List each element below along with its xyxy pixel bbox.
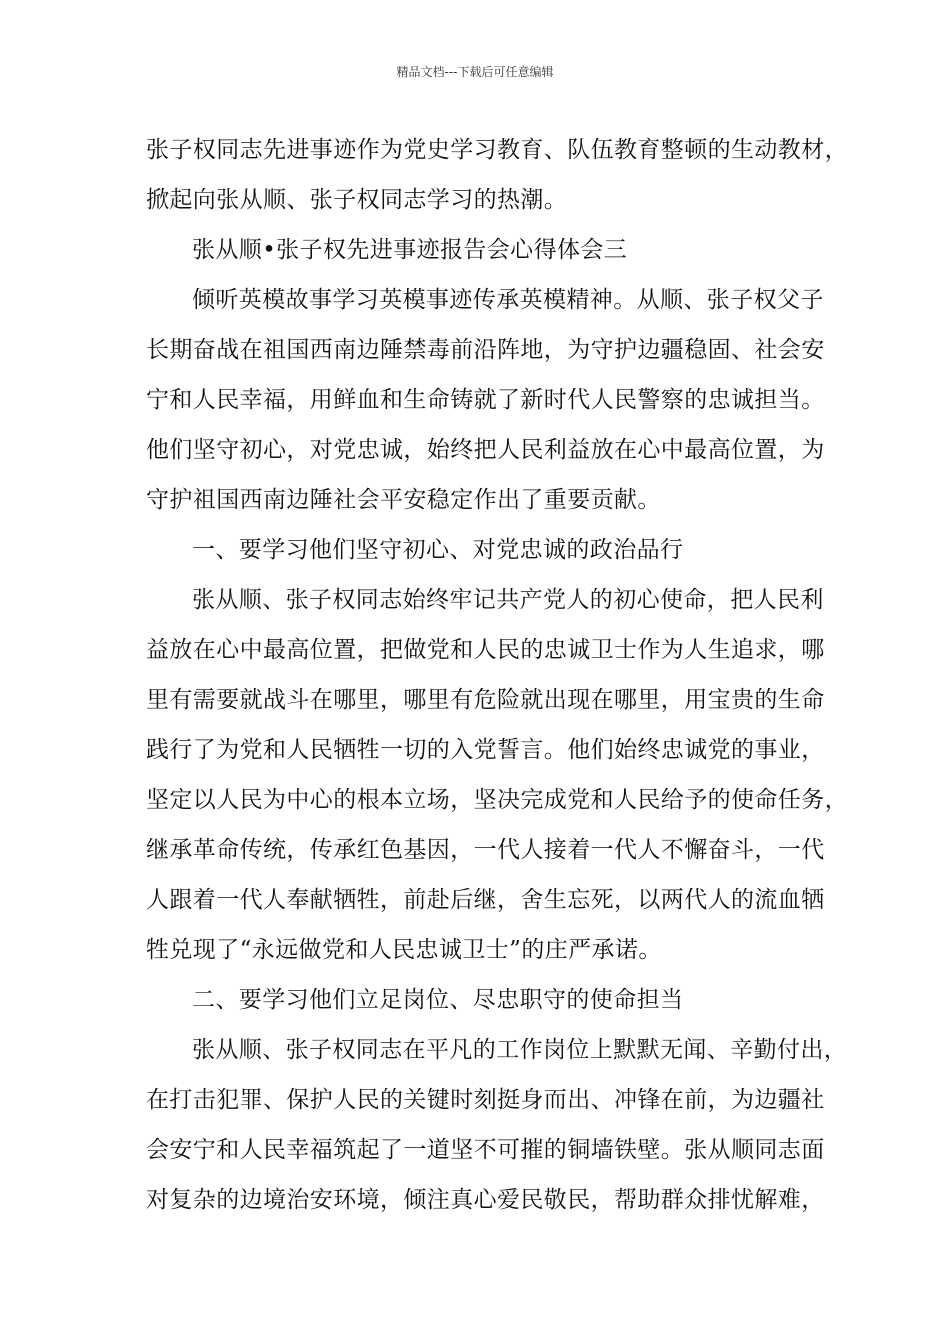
- body-line: 坚定以人民为中心的根本立场，坚决完成党和人民给予的使命任务，: [146, 787, 848, 813]
- body-line: 人跟着一代人奉献牺牲，前赴后继，舍生忘死，以两代人的流血牺: [146, 887, 825, 913]
- body-line: 倾听英模故事学习英模事迹传承英模精神。从顺、张子权父子: [192, 287, 824, 313]
- body-line: 里有需要就战斗在哪里，哪里有危险就出现在哪里，用宝贵的生命: [146, 687, 825, 713]
- body-line: 他们坚守初心，对党忠诚，始终把人民利益放在心中最高位置，为: [146, 437, 825, 463]
- body-line: 长期奋战在祖国西南边陲禁毒前沿阵地，为守护边疆稳固、社会安: [146, 337, 825, 363]
- subheading: 二、要学习他们立足岗位、尽忠职守的使命担当: [192, 987, 684, 1013]
- body-line: 张从顺、张子权同志在平凡的工作岗位上默默无闻、辛勤付出，: [192, 1037, 848, 1063]
- body-line: 会安宁和人民幸福筑起了一道坚不可摧的铜墙铁壁。张从顺同志面: [146, 1137, 825, 1163]
- body-line: 对复杂的边境治安环境，倾注真心爱民敬民，帮助群众排忧解难，: [146, 1187, 825, 1213]
- body-line: 张子权同志先进事迹作为党史学习教育、队伍教育整顿的生动教材，: [146, 137, 848, 163]
- section-title: 张从顺•张子权先进事迹报告会心得体会三: [192, 237, 628, 263]
- body-line: 继承革命传统，传承红色基因，一代人接着一代人不懈奋斗，一代: [146, 837, 825, 863]
- body-line: 牲兑现了“永远做党和人民忠诚卫士”的庄严承诺。: [146, 937, 662, 963]
- body-line: 在打击犯罪、保护人民的关键时刻挺身而出、冲锋在前，为边疆社: [146, 1087, 825, 1113]
- subheading: 一、要学习他们坚守初心、对党忠诚的政治品行: [192, 537, 684, 563]
- body-line: 践行了为党和人民牺牲一切的入党誓言。他们始终忠诚党的事业，: [146, 737, 825, 763]
- body-line: 宁和人民幸福，用鲜血和生命铸就了新时代人民警察的忠诚担当。: [146, 387, 825, 413]
- body-line: 掀起向张从顺、张子权同志学习的热潮。: [146, 187, 568, 213]
- body-line: 益放在心中最高位置，把做党和人民的忠诚卫士作为人生追求，哪: [146, 637, 825, 663]
- page-header: 精品文档---下载后可任意编辑: [396, 65, 554, 79]
- body-line: 张从顺、张子权同志始终牢记共产党人的初心使命，把人民利: [192, 587, 824, 613]
- body-line: 守护祖国西南边陲社会平安稳定作出了重要贡献。: [146, 487, 661, 513]
